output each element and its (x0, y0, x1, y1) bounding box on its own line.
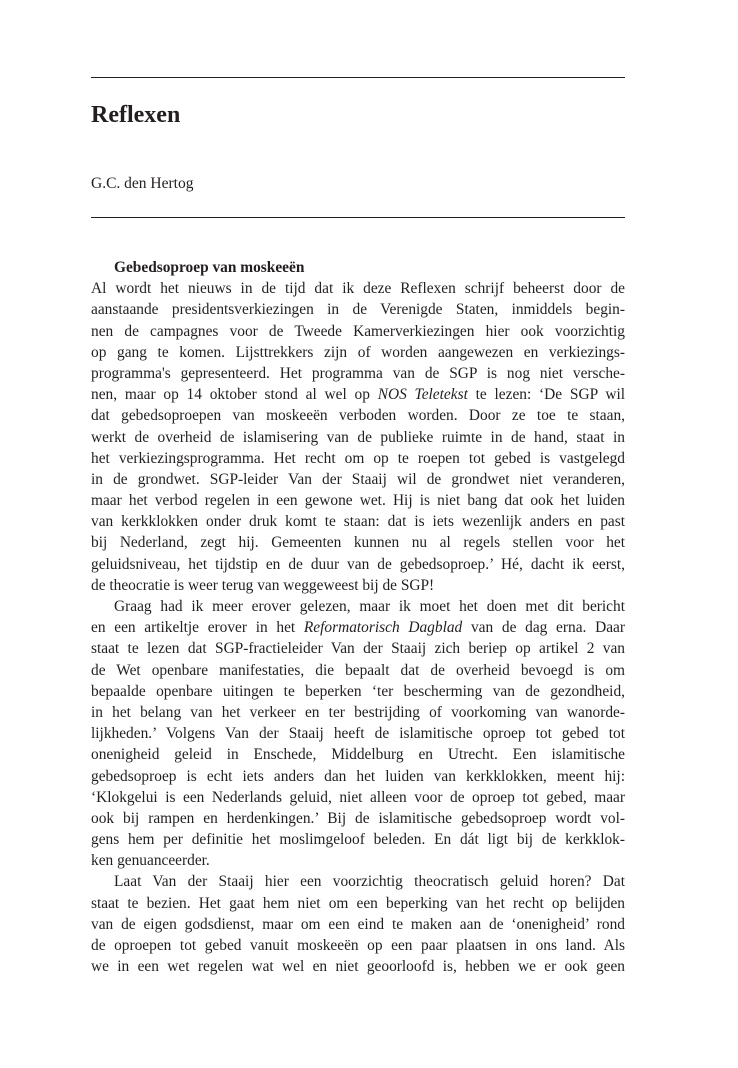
text-line: staat te bezien. Het gaat hem niet om een beperking van het recht op belijden (91, 894, 625, 912)
article-body (91, 257, 625, 977)
text-line: Graag had ik meer erover gelezen, maar ik moet het doen met dit bericht (114, 598, 625, 615)
text-segment: en een artikeltje erover in het (91, 619, 304, 637)
text-line: Al wordt het nieuws in de tijd dat ik deze Reflexen schrijf beheerst door de (91, 280, 625, 298)
text-segment: nen, maar op 14 oktober stond al wel op (91, 386, 378, 404)
text-line: ook bij rampen en herdenkingen.’ Bij de islamitische gebedsoproep wordt vol- (91, 809, 625, 827)
text-line: lijkheden.’ Volgens Van der Staaij heeft de islamitische oproep tot gebed tot (91, 725, 625, 743)
text-line: ken genuanceerder. (91, 852, 210, 870)
text-line: programma's gepresenteerd. Het programma van de SGP is nog niet versche- (91, 364, 625, 382)
text-line: onenigheid geleid in Enschede, Middelburg en Utrecht. Een islamitische (91, 746, 625, 764)
text-line: we in een wet regelen wat wel en niet geoorloofd is, hebben we er ook geen (91, 958, 625, 976)
text-line: van de eigen godsdienst, maar om een eind te maken aan de ‘onenigheid’ rond (91, 915, 625, 933)
text-line: bij Nederland, zegt hij. Gemeenten kunnen nu al regels stellen voor het (91, 534, 625, 552)
section-heading: Gebedsoproep van moskeeën (114, 259, 305, 276)
text-line: gens hem per definitie het moslimgeloof beleden. En dát ligt bij de kerkklok- (91, 831, 625, 849)
text-line: ‘Klokgelui is een Nederlands geluid, niet alleen voor de oproep tot gebed, maar (91, 788, 625, 806)
text-line: aanstaande presidentsverkiezingen in de Verenigde Staten, inmiddels begin- (91, 301, 625, 319)
text-line: werkt de overheid de islamisering van de publieke ruimte in de hand, staat in (91, 428, 625, 446)
text-segment: te lezen: ‘De SGP wil (467, 386, 625, 404)
text-line (91, 384, 625, 405)
text-line: van kerkklokken onder druk komt te staan: dat is iets wezenlijk anders en past (91, 513, 625, 531)
text-line: in het belang van het verkeer en ter bestrijding of voorkoming van wanorde- (91, 703, 625, 721)
text-line: op gang te komen. Lijsttrekkers zijn of worden aangewezen en verkiezings- (91, 343, 625, 361)
text-line: dat gebedsoproepen van moskeeën verboden worden. Door ze toe te staan, (91, 407, 625, 425)
paragraph-3 (91, 871, 625, 977)
top-rule (91, 77, 625, 78)
text-line: maar het verbod regelen in een gewone wet. Hij is niet bang dat ook het luiden (91, 492, 625, 510)
text-line (91, 617, 625, 638)
text-segment: van de dag erna. Daar (462, 619, 625, 637)
article-author: G.C. den Hertog (91, 175, 194, 192)
source-name: Reformatorisch Dagblad (303, 619, 463, 637)
paragraph-1 (91, 278, 625, 596)
text-line: de oproepen tot gebed vanuit moskeeën op een paar plaatsen in ons land. Als (91, 937, 625, 954)
article-title: Reflexen (91, 102, 181, 128)
text-line: de theocratie is weer terug van weggeweest bij de SGP! (91, 576, 435, 594)
text-line: de Wet openbare manifestaties, die bepaalt dat de overheid bevoegd is om (91, 661, 625, 679)
source-name: NOS Teletekst (377, 386, 468, 404)
text-line: Laat Van der Staaij hier een voorzichtig theocratisch geluid horen? Dat (114, 873, 625, 891)
text-line: geluidsniveau, het tijdstip en de duur van de gebedsoproep.’ Hé, dacht ik eerst, (91, 555, 625, 573)
text-line: staat te lezen dat SGP-fractieleider Van der Staaij zich beriep op artikel 2 van (91, 640, 625, 658)
header-divider (91, 217, 625, 218)
text-line: in de grondwet. SGP-leider Van der Staaij wil de grondwet niet veranderen, (91, 470, 625, 488)
text-line: het verkiezingsprogramma. Het recht om op te roepen tot gebed is vastgelegd (91, 449, 625, 467)
text-line: bepaalde openbare uitingen te beperken ‘ter bescherming van de gezondheid, (91, 682, 625, 700)
text-line: gebedsoproep is echt iets anders dan het luiden van kerkklokken, meent hij: (91, 767, 625, 785)
text-line: nen de campagnes voor de Tweede Kamerverkiezingen hier ook voorzichtig (91, 322, 625, 340)
paragraph-2 (91, 596, 625, 871)
